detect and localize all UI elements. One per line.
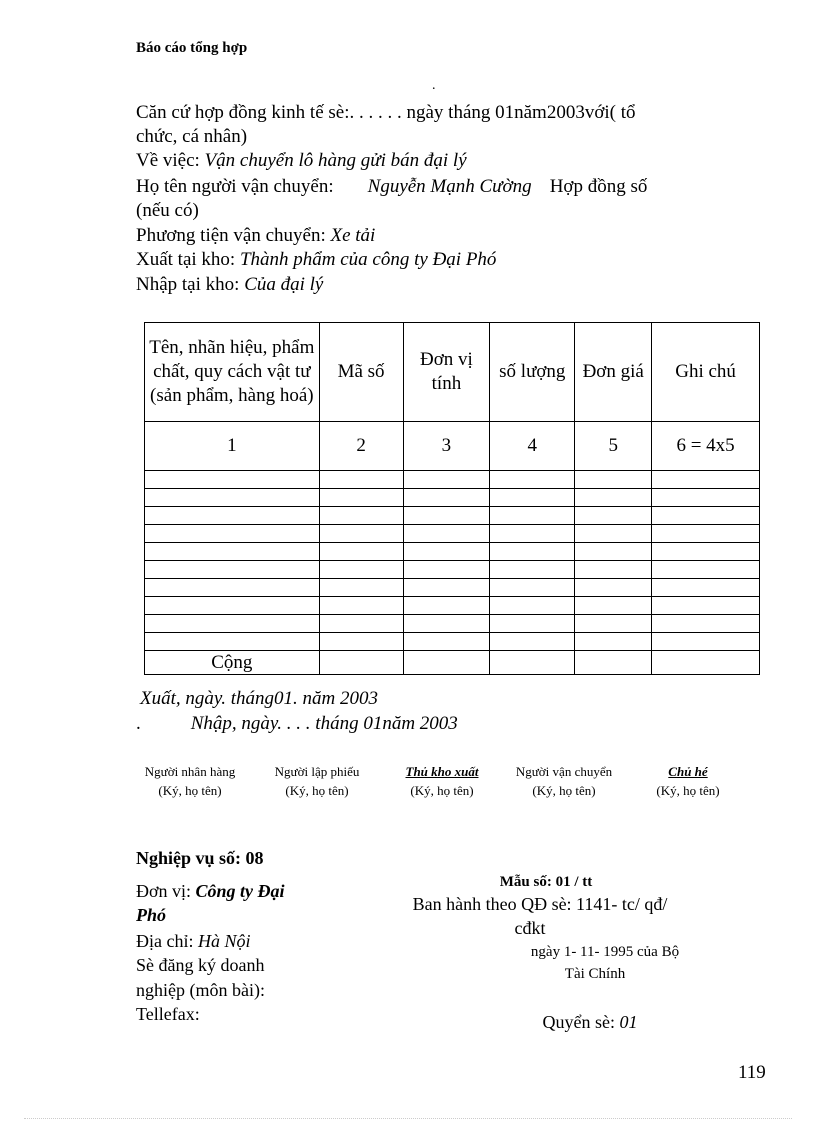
empty-cell [575,579,652,597]
empty-cell [403,507,490,525]
book-number-label: Quyển sè: [542,1012,620,1032]
empty-cell [145,525,320,543]
contract-number-note: (nếu có) [136,200,199,221]
empty-cell [145,561,320,579]
table-row [145,561,760,579]
signature-note: (Ký, họ tên) [410,783,474,798]
empty-cell [319,633,403,651]
table-row [145,471,760,489]
empty-cell [575,543,652,561]
empty-cell [490,579,575,597]
import-date-line [136,713,458,735]
subject-value: Vận chuyển lô hàng gửi bán đại lý [204,150,467,171]
table-row [145,597,760,615]
empty-cell [652,597,760,615]
address-label: Địa chỉ: [136,931,198,951]
signature-preparer [258,762,376,800]
total-row [145,651,760,675]
address-value: Hà Nội [197,931,251,951]
empty-cell [319,561,403,579]
empty-cell [652,651,760,675]
empty-cell [319,489,403,507]
header-code: Mã số [319,323,403,422]
column-number: 6 = 4x5 [652,422,760,471]
table-row [145,579,760,597]
empty-cell [575,471,652,489]
signature-note: (Ký, họ tên) [158,783,222,798]
carrier-line [136,176,647,198]
report-header: Báo cáo tổng hợp [136,40,248,56]
empty-cell [403,489,490,507]
header-note: Ghi chú [652,323,760,422]
empty-cell [652,561,760,579]
export-warehouse-label: Xuất tại kho: [136,249,240,270]
table-row [145,507,760,525]
unit-value-continued: Phó [136,905,167,925]
empty-cell [652,579,760,597]
table-header-row [145,323,760,422]
empty-cell [652,507,760,525]
empty-cell [403,561,490,579]
empty-cell [145,543,320,561]
empty-cell [319,471,403,489]
import-warehouse-label: Nhập tại kho: [136,274,245,295]
book-number-value: 01 [619,1012,638,1032]
header-unit-price: Đơn giá [575,323,652,422]
empty-cell [403,543,490,561]
vehicle-line [136,225,375,247]
empty-cell [403,471,490,489]
empty-cell [319,579,403,597]
signature-role: Thủ kho xuất [405,764,479,779]
export-warehouse-value: Thành phẩm của công ty Đại Phó [239,249,497,270]
empty-cell [652,543,760,561]
signature-storekeeper [384,762,500,800]
import-date-dot: . [136,713,141,734]
empty-cell [490,525,575,543]
empty-cell [145,579,320,597]
empty-cell [145,633,320,651]
registration-line: Sè đăng ký doanh [136,955,265,975]
issued-date: ngày 1- 11- 1995 của Bộ [530,944,680,960]
empty-cell [319,651,403,675]
fax-label: Tellefax: [136,1004,200,1024]
column-number: 5 [575,422,652,471]
table-row [145,489,760,507]
empty-cell [575,507,652,525]
unit-line [136,880,285,903]
empty-cell [490,597,575,615]
table-row [145,525,760,543]
signature-owner [640,762,736,800]
stray-dot: . [432,78,436,93]
empty-cell [652,525,760,543]
empty-cell [403,615,490,633]
empty-cell [575,597,652,615]
contract-basis-line: Căn cứ hợp đồng kinh tế sè:. . . . . . ngày tháng 01năm2003với( tổ [136,102,636,123]
empty-cell [403,597,490,615]
book-number-line [500,1012,680,1033]
unit-value: Công ty Đại [195,881,285,901]
issuing-ministry: Tài Chính [564,966,626,982]
goods-table [144,322,760,675]
empty-cell [145,597,320,615]
vehicle-value: Xe tải [330,225,376,246]
empty-cell [145,507,320,525]
empty-cell [490,561,575,579]
subject-line [136,150,467,172]
table-row [145,633,760,651]
signature-note: (Ký, họ tên) [532,783,596,798]
column-number-row [145,422,760,471]
empty-cell [575,561,652,579]
empty-cell [575,489,652,507]
contract-number-label: Hợp đồng số [549,176,648,197]
signature-role: Người lập phiếu [274,764,360,779]
import-warehouse-value: Của đại lý [244,274,324,295]
contract-basis-line-2: chức, cá nhân) [136,126,248,147]
signature-note: (Ký, họ tên) [285,783,349,798]
signature-receiver [130,762,250,800]
empty-cell [403,579,490,597]
column-number: 3 [403,422,490,471]
empty-cell [319,507,403,525]
import-date: Nhập, ngày. . . . tháng 01năm 2003 [190,713,458,734]
export-date: Xuất, ngày. tháng01. năm 2003 [140,688,379,709]
empty-cell [403,633,490,651]
address-line [136,930,251,953]
empty-cell [575,615,652,633]
column-number: 1 [145,422,320,471]
signature-carrier [502,762,626,800]
header-quantity: số lượng [490,323,575,422]
registration-line-2: nghiệp (môn bài): [136,980,265,1000]
empty-cell [652,471,760,489]
unit-label: Đơn vị: [136,881,196,901]
empty-cell [403,525,490,543]
carrier-name: Nguyễn Mạnh Cường [367,176,532,197]
empty-cell [490,615,575,633]
empty-cell [652,633,760,651]
table-row [145,615,760,633]
empty-cell [575,651,652,675]
empty-cell [319,525,403,543]
footer-divider [24,1118,792,1119]
form-number: Mẫu số: 01 / tt [499,874,593,890]
empty-cell [319,597,403,615]
empty-cell [490,543,575,561]
empty-cell [490,507,575,525]
signature-role: Người nhân hàng [144,764,236,779]
signature-role: Người vận chuyển [515,764,613,779]
issued-by-line: Ban hành theo QĐ sè: 1141- tc/ qđ/ [412,894,668,914]
empty-cell [490,633,575,651]
issued-by-line-2: cđkt [514,918,546,938]
empty-cell [575,633,652,651]
empty-cell [490,651,575,675]
operation-title: Nghiệp vụ số: 08 [136,848,264,868]
empty-cell [490,471,575,489]
carrier-label: Họ tên người vận chuyển: [136,176,334,197]
empty-cell [490,489,575,507]
empty-cell [319,615,403,633]
export-warehouse-line [136,249,496,271]
empty-cell [652,615,760,633]
empty-cell [145,615,320,633]
table-row [145,543,760,561]
column-number: 2 [319,422,403,471]
page-number: 119 [738,1062,766,1083]
header-unit: Đơn vị tính [403,323,490,422]
signature-note: (Ký, họ tên) [656,783,720,798]
signature-role: Chủ hé [668,764,708,779]
empty-cell [145,489,320,507]
total-label: Cộng [145,651,320,675]
empty-cell [652,489,760,507]
import-warehouse-line [136,274,323,296]
empty-cell [145,471,320,489]
vehicle-label: Phương tiện vận chuyển: [136,225,331,246]
empty-cell [575,525,652,543]
subject-label: Về việc: [136,150,205,171]
header-item-name: Tên, nhãn hiệu, phẩm chất, quy cách vật tư (sản phẩm, hàng hoá) [145,323,320,422]
column-number: 4 [490,422,575,471]
empty-cell [403,651,490,675]
empty-cell [319,543,403,561]
